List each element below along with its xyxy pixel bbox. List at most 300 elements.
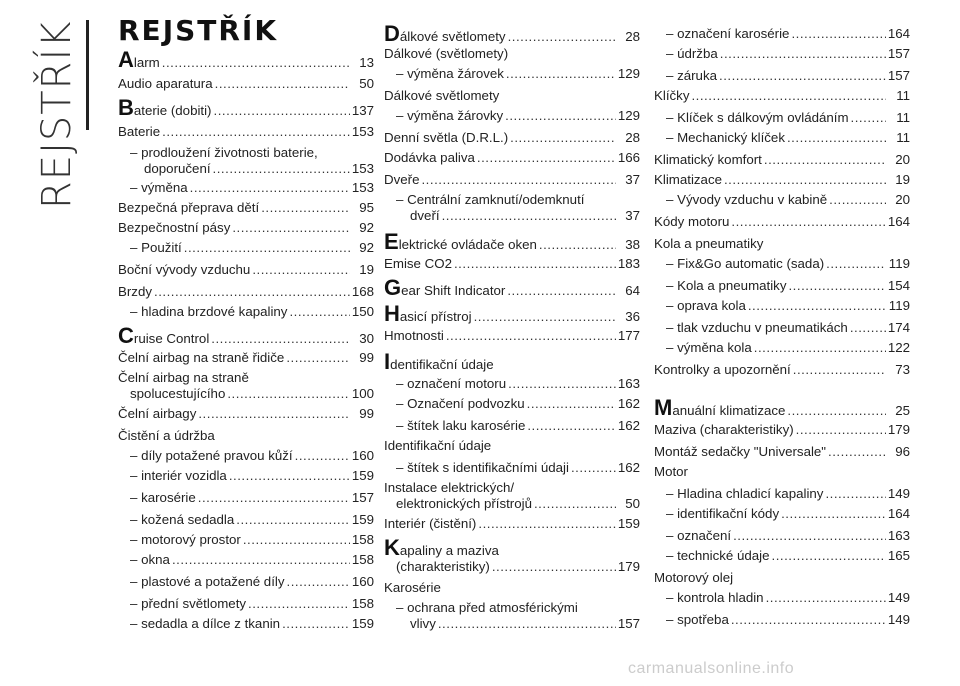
page-number: 25 (895, 403, 910, 418)
index-entry-label: – tlak vzduchu v pneumatikách (666, 320, 848, 335)
leader-dots (474, 309, 616, 325)
leader-dots (287, 574, 350, 590)
leader-dots (748, 298, 886, 314)
index-entry-text (666, 192, 827, 208)
leader-dots (754, 340, 886, 356)
index-entry (384, 460, 640, 476)
index-entry-text (666, 486, 823, 502)
index-entry-text (666, 548, 770, 564)
leader-dots (506, 66, 616, 82)
index-entry (118, 47, 374, 72)
page-number: 159 (351, 468, 374, 483)
index-entry-label: álkové světlomety (399, 29, 506, 44)
index-entry-label: – označení karosérie (666, 26, 790, 41)
index-entry-text (654, 422, 794, 438)
index-entry-text (666, 46, 718, 62)
index-entry (384, 516, 640, 532)
index-entry-text-line1: – ochrana před atmosférickými (396, 600, 578, 615)
index-entry (384, 275, 640, 300)
index-entry-text (118, 47, 160, 72)
index-entry (384, 46, 640, 62)
leader-dots (788, 278, 885, 294)
index-entry (384, 580, 640, 596)
page-number: 64 (625, 283, 640, 298)
leader-dots (724, 172, 886, 188)
page-number: 179 (617, 559, 640, 574)
page-number: 20 (895, 192, 910, 207)
index-entry-label: Čelní airbag na straně řidiče (118, 350, 285, 365)
index-entry-label: – díly potažené pravou kůží (130, 448, 293, 463)
index-entry (118, 200, 374, 216)
index-entry (654, 528, 910, 544)
index-entry-label: – výměna žárovky (396, 108, 504, 123)
page-number: 157 (617, 616, 640, 631)
index-entry (384, 438, 640, 454)
leader-dots (252, 262, 350, 278)
leader-dots (154, 284, 350, 300)
page-number: 149 (887, 612, 910, 627)
index-entry-text (118, 323, 210, 348)
page-number: 162 (617, 396, 640, 411)
page-number: 150 (351, 304, 374, 319)
leader-dots (295, 448, 350, 464)
index-entry (118, 532, 374, 548)
index-entry-label: Motorový olej (654, 570, 734, 585)
index-entry-text-line1: – prodloužení životnosti baterie, (130, 145, 318, 160)
index-entry-text (118, 428, 215, 444)
page-number: 129 (617, 66, 640, 81)
leader-dots (826, 256, 886, 272)
index-entry-text (118, 124, 160, 140)
index-entry-label: – spotřeba (666, 612, 729, 627)
index-entry-text (410, 616, 436, 632)
index-entry-label: – přední světlomety (130, 596, 247, 611)
index-entry-label: – okna (130, 552, 170, 567)
index-entry-text (396, 66, 504, 82)
index-entry-label: Klimatizace (654, 172, 722, 187)
index-entry-text (654, 172, 722, 188)
leader-dots (454, 256, 616, 272)
leader-dots (198, 490, 350, 506)
index-entry (654, 444, 910, 460)
page-number: 50 (625, 496, 640, 511)
page-number: 99 (359, 406, 374, 421)
page-number: 50 (359, 76, 374, 91)
index-entry (118, 240, 374, 256)
index-entry-text (666, 256, 824, 272)
leader-dots (248, 596, 350, 612)
index-entry-label: Audio aparatura (118, 76, 213, 91)
leader-dots (571, 460, 616, 476)
leader-dots (229, 468, 350, 484)
leader-dots (507, 283, 616, 299)
index-entry (118, 490, 374, 506)
index-entry-text (666, 528, 731, 544)
page-number: 122 (887, 340, 910, 355)
leader-dots (289, 304, 349, 320)
index-entry-text (130, 448, 293, 464)
index-entry-label: Bezpečnostní pásy (118, 220, 231, 235)
index-entry-text (130, 532, 241, 548)
index-entry-label: – výměna žárovek (396, 66, 504, 81)
index-entry-label: Čistění a údržba (118, 428, 215, 443)
page-number: 153 (351, 124, 374, 139)
page-number: 157 (351, 490, 374, 505)
page-number: 99 (359, 350, 374, 365)
page-number: 163 (887, 528, 910, 543)
leader-dots (825, 486, 885, 502)
index-entry-text (654, 152, 762, 168)
index-entry (384, 150, 640, 166)
page-number: 179 (887, 422, 910, 437)
index-entry (118, 616, 374, 632)
index-entry (384, 192, 640, 224)
index-entry-label: – výměna (130, 180, 188, 195)
index-entry-text (130, 180, 188, 196)
index-entry (118, 323, 374, 348)
index-entry (384, 600, 640, 632)
index-entry-text (666, 26, 789, 42)
page-number: 158 (351, 532, 374, 547)
leader-dots (438, 616, 616, 632)
page-number: 37 (625, 172, 640, 187)
index-entry-text (384, 256, 452, 272)
page-number: 28 (625, 29, 640, 44)
index-entry-label: – motorový prostor (130, 532, 241, 547)
index-entry-label: vlivy (410, 616, 436, 631)
leader-dots (232, 220, 350, 236)
index-entry-label: – štítek s identifikačními údaji (396, 460, 569, 475)
index-entry-label: ruise Control (133, 331, 210, 346)
page-number: 162 (617, 460, 640, 475)
index-entry (118, 145, 374, 177)
index-entry (384, 349, 640, 374)
index-entry-label: – oprava kola (666, 298, 746, 313)
index-entry-text (410, 208, 440, 224)
index-entry-label: Montáž sedačky "Universale" (654, 444, 827, 459)
index-entry (384, 396, 640, 412)
index-entry-label: – Označení podvozku (396, 396, 525, 411)
index-entry-text (396, 396, 525, 412)
index-initial-letter: I (384, 349, 391, 374)
index-entry-label: spolucestujícího (130, 386, 226, 401)
leader-dots (691, 88, 886, 104)
index-entry-label: ear Shift Indicator (401, 283, 506, 298)
leader-dots (539, 237, 616, 253)
index-entry-text (384, 328, 444, 344)
index-entry-text (118, 200, 259, 216)
index-entry (654, 590, 910, 606)
index-entry (384, 376, 640, 392)
index-entry-text (118, 262, 250, 278)
index-entry (118, 574, 374, 590)
leader-dots (198, 406, 350, 422)
leader-dots (534, 496, 616, 512)
leader-dots (286, 350, 350, 366)
page-number: 149 (887, 590, 910, 605)
index-entry-label: – Mechanický klíček (666, 130, 785, 145)
leader-dots (243, 532, 350, 548)
page-number: 129 (617, 108, 640, 123)
index-entry-text (118, 350, 284, 366)
index-entry (654, 110, 910, 126)
leader-dots (215, 76, 350, 92)
leader-dots (508, 376, 616, 392)
index-entry-label: dentifikační údaje (390, 357, 494, 372)
index-entry-label: Klíčky (654, 88, 690, 103)
index-entry (654, 256, 910, 272)
index-entry-text (384, 516, 476, 532)
index-entry (118, 284, 374, 300)
index-entry (654, 506, 910, 522)
index-entry-label: Identifikační údaje (384, 438, 492, 453)
page-number: 159 (351, 512, 374, 527)
index-entry-label: elektronických přístrojů (396, 496, 532, 511)
index-entry (384, 480, 640, 512)
leader-dots (829, 192, 886, 208)
index-entry-label: Dveře (384, 172, 420, 187)
index-entry-text (384, 150, 475, 166)
index-entry-text (654, 395, 786, 420)
index-entry (118, 370, 374, 402)
index-entry (384, 301, 640, 326)
leader-dots (162, 124, 350, 140)
index-entry-text (666, 68, 717, 84)
index-entry-text (666, 506, 779, 522)
index-entry (384, 21, 640, 46)
index-entry-text (666, 110, 849, 126)
page-number: 174 (887, 320, 910, 335)
page-number: 19 (895, 172, 910, 187)
page-number: 157 (887, 46, 910, 61)
index-entry-label: aterie (dobiti) (133, 103, 212, 118)
index-entry (118, 406, 374, 422)
index-entry (654, 214, 910, 230)
page-number: 28 (625, 130, 640, 145)
index-entry-text (384, 275, 506, 300)
page-number: 92 (359, 220, 374, 235)
page-number: 13 (359, 55, 374, 70)
index-entry-text (654, 214, 729, 230)
index-entry-text (384, 349, 494, 374)
index-entry-text (130, 490, 196, 506)
index-initial-letter: G (384, 275, 402, 300)
page-number: 73 (895, 362, 910, 377)
index-entry-label: Kontrolky a upozornění (654, 362, 791, 377)
footer-watermark: carmanualsonline.info (628, 660, 795, 677)
index-entry (654, 88, 910, 104)
index-entry (118, 304, 374, 320)
page-number: 149 (887, 486, 910, 501)
leader-dots (764, 152, 886, 168)
index-entry-text (654, 570, 733, 586)
index-entry-text (384, 580, 441, 596)
index-entry (384, 172, 640, 188)
index-entry-label: – interiér vozidla (130, 468, 227, 483)
index-entry-label: Denní světla (D.R.L.) (384, 130, 509, 145)
index-entry-text (118, 406, 196, 422)
leader-dots (527, 418, 615, 434)
index-entry (654, 236, 910, 252)
page-number: 37 (625, 208, 640, 223)
index-entry-text (130, 512, 234, 528)
page-number: 164 (887, 506, 910, 521)
leader-dots (731, 612, 886, 628)
index-entry-text (654, 88, 689, 104)
index-entry-label: larm (133, 55, 160, 70)
page-number: 95 (359, 200, 374, 215)
index-entry-text-line1: – Centrální zamknutí/odemknutí (396, 192, 585, 207)
index-entry-label: – technické údaje (666, 548, 770, 563)
index-entry-label: – kontrola hladin (666, 590, 764, 605)
index-entry-text (666, 340, 752, 356)
leader-dots (510, 130, 616, 146)
leader-dots (796, 422, 886, 438)
page-number: 168 (351, 284, 374, 299)
page-number: 159 (351, 616, 374, 631)
page-number: 159 (617, 516, 640, 531)
index-entry-text (396, 418, 525, 434)
index-entry-label: dveří (410, 208, 440, 223)
index-entry (654, 612, 910, 628)
page-number: 160 (351, 448, 374, 463)
index-entry-label: – Kola a pneumatiky (666, 278, 787, 293)
index-entry-label: Maziva (charakteristiky) (654, 422, 794, 437)
index-entry-text (396, 496, 532, 512)
leader-dots (733, 528, 886, 544)
leader-dots (162, 55, 350, 71)
page-number: 119 (888, 256, 910, 271)
index-entry-label: – označení motoru (396, 376, 507, 391)
leader-dots (793, 362, 886, 378)
index-entry-text (130, 616, 280, 632)
index-entry-label: Dálkové (světlomety) (384, 46, 509, 61)
index-entry-text (396, 460, 569, 476)
index-entry-label: – údržba (666, 46, 718, 61)
index-entry (118, 552, 374, 568)
index-entry-label: – hladina brzdové kapaliny (130, 304, 288, 319)
index-entry (654, 130, 910, 146)
index-entry-label: Dodávka paliva (384, 150, 475, 165)
index-entry-label: Kódy motoru (654, 214, 730, 229)
page-number: 154 (887, 278, 910, 293)
page-number: 164 (887, 26, 910, 41)
leader-dots (781, 506, 886, 522)
page-number: 11 (896, 110, 910, 125)
index-entry (654, 192, 910, 208)
leader-dots (214, 103, 350, 119)
leader-dots (442, 208, 616, 224)
page-number: 183 (617, 256, 640, 271)
index-entry-text (654, 464, 688, 480)
index-entry (384, 418, 640, 434)
index-entry-text (130, 468, 227, 484)
index-entry-text (666, 590, 764, 606)
index-entry-text (396, 108, 503, 124)
index-entry-label: Hmotnosti (384, 328, 444, 343)
index-entry-text (118, 220, 230, 236)
index-entry-text (384, 535, 640, 560)
index-entry-label: doporučení (144, 161, 211, 176)
index-entry (654, 570, 910, 586)
index-entry-text (384, 301, 472, 326)
index-initial-letter: K (384, 535, 400, 560)
page-number: 36 (625, 309, 640, 324)
index-entry-label: – Hladina chladicí kapaliny (666, 486, 824, 501)
index-entry-text (118, 76, 213, 92)
index-entry-text (130, 596, 246, 612)
index-entry-label: lektrické ovládače oken (398, 237, 537, 252)
index-entry (118, 596, 374, 612)
index-entry-label: – Použití (130, 240, 182, 255)
index-entry-text (666, 278, 786, 294)
leader-dots (282, 616, 350, 632)
leader-dots (492, 559, 616, 575)
page-title: REJSTŘÍK (118, 14, 279, 47)
index-entry (654, 26, 910, 42)
index-entry (384, 535, 640, 575)
index-entry (654, 172, 910, 188)
index-entry (384, 328, 640, 344)
index-entry-label: Baterie (118, 124, 161, 139)
leader-dots (213, 161, 350, 177)
index-entry (654, 278, 910, 294)
page-number: 38 (625, 237, 640, 252)
leader-dots (772, 548, 886, 564)
index-initial-letter: A (118, 47, 134, 72)
index-entry-text-line1: Instalace elektrických/ (384, 480, 515, 495)
leader-dots (850, 320, 886, 336)
index-entry-text (144, 161, 211, 177)
index-entry-text (130, 386, 225, 402)
index-entry-label: – Klíček s dálkovým ovládáním (666, 110, 849, 125)
index-entry (384, 108, 640, 124)
index-entry-text (666, 130, 785, 146)
index-entry-label: Karosérie (384, 580, 441, 595)
page-number: 92 (359, 240, 374, 255)
index-entry (654, 152, 910, 168)
leader-dots (787, 403, 886, 419)
index-entry (118, 512, 374, 528)
index-entry-label: Interiér (čistění) (384, 516, 477, 531)
index-entry (118, 468, 374, 484)
index-entry (654, 486, 910, 502)
leader-dots (787, 130, 886, 146)
leader-dots (766, 590, 886, 606)
leader-dots (190, 180, 350, 196)
index-initial-letter: D (384, 21, 400, 46)
leader-dots (508, 29, 616, 45)
index-entry-label: – sedadla a dílce z tkanin (130, 616, 281, 631)
leader-dots (184, 240, 350, 256)
leader-dots (172, 552, 350, 568)
leader-dots (791, 26, 885, 42)
page-number: 96 (895, 444, 910, 459)
index-entry (654, 548, 910, 564)
index-entry-label: Dálkové světlomety (384, 88, 500, 103)
index-entry (384, 88, 640, 104)
index-entry-label: Emise CO2 (384, 256, 452, 271)
index-entry-label: – identifikační kódy (666, 506, 780, 521)
leader-dots (261, 200, 350, 216)
index-entry-text (666, 612, 729, 628)
index-entry-text-main: apaliny a maziva (399, 543, 499, 558)
index-entry-label: – Vývody vzduchu v kabině (666, 192, 828, 207)
page-number: 163 (617, 376, 640, 391)
page-number: 19 (359, 262, 374, 277)
index-entry-text (384, 130, 508, 146)
index-entry-label: Kola a pneumatiky (654, 236, 764, 251)
